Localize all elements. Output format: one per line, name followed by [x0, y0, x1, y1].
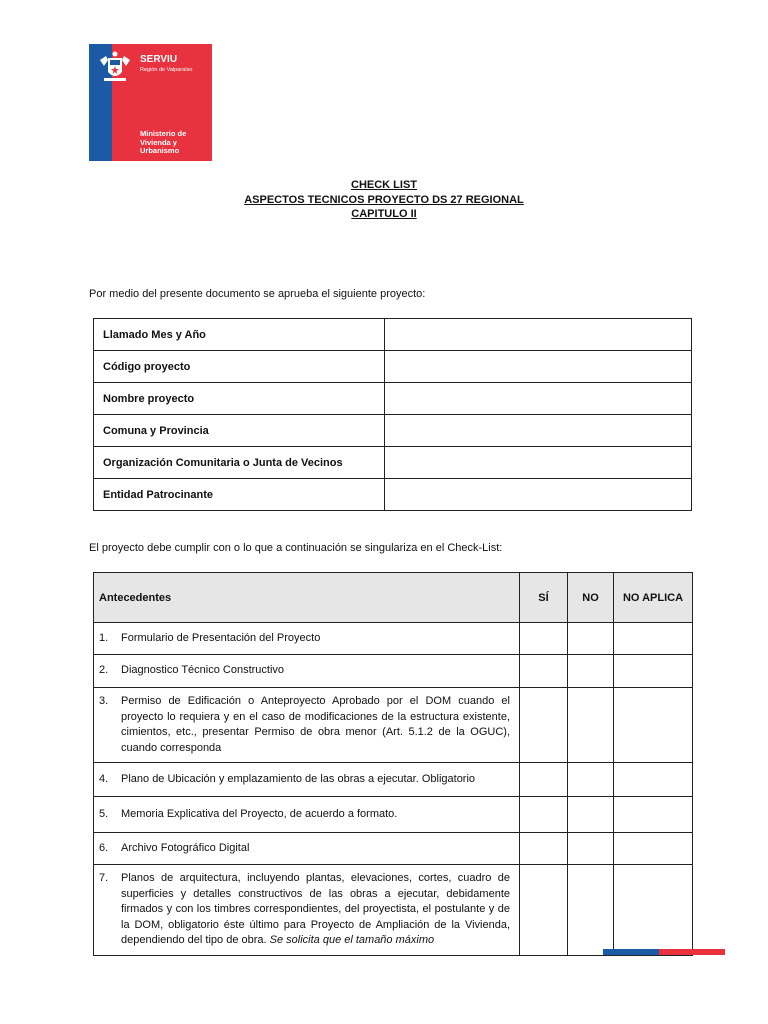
field-label: Organización Comunitaria o Junta de Vecinos [94, 447, 385, 479]
item-text [121, 871, 510, 949]
checklist-header-row [94, 573, 693, 623]
checkbox-no-aplica[interactable] [614, 655, 693, 688]
logo-ministry-line: Ministerio de [140, 129, 187, 138]
field-label: Código proyecto [94, 351, 385, 383]
item-text-regular: Planos de arquitectura, incluyendo plantas, elevaciones, cortes, cuadro de superficies y detalles constructivos de las obras a ejecutar, debidamente firmados y con los timbres correspondientes, del proyectista, el postulante y de la DOM, obligatorio éste último para Proyecto de Ampliación de la Vivienda, dependiendo del tipo de obra. [121, 872, 510, 946]
item-number: 3. [99, 695, 109, 707]
checklist-item [94, 865, 520, 956]
checklist-item [94, 833, 520, 865]
item-number: 4. [99, 772, 109, 785]
item-text: Diagnostico Técnico Constructivo [121, 664, 285, 677]
checkbox-no-aplica[interactable] [614, 623, 693, 655]
item-number: 2. [99, 664, 109, 677]
field-label: Comuna y Provincia [94, 415, 385, 447]
checkbox-no[interactable] [568, 655, 614, 688]
checklist-item [94, 688, 520, 763]
item-text: Memoria Explicativa del Proyecto, de acuerdo a formato. [121, 807, 398, 820]
heading-line-2: ASPECTOS TECNICOS PROYECTO DS 27 REGIONAL [244, 193, 524, 206]
checklist-item [94, 623, 520, 655]
item-text: Archivo Fotográfico Digital [121, 841, 250, 854]
field-value[interactable] [385, 351, 692, 383]
table-row [94, 833, 693, 865]
table-row [94, 623, 693, 655]
footer-bar-red [659, 949, 725, 955]
logo-ministry [140, 130, 186, 156]
checkbox-si[interactable] [520, 763, 568, 797]
table-row [94, 351, 692, 383]
item-number: 7. [99, 872, 109, 884]
field-value[interactable] [385, 447, 692, 479]
footer-bar-blue [603, 949, 659, 955]
logo-red-band [112, 44, 212, 161]
item-text: Plano de Ubicación y emplazamiento de las obras a ejecutar. Obligatorio [121, 772, 476, 785]
item-number: 6. [99, 841, 109, 854]
checkbox-no[interactable] [568, 763, 614, 797]
checkbox-no[interactable] [568, 865, 614, 956]
table-row [94, 797, 693, 833]
checklist-item [94, 797, 520, 833]
checkbox-no-aplica[interactable] [614, 833, 693, 865]
checkbox-si[interactable] [520, 655, 568, 688]
checkbox-no-aplica[interactable] [614, 865, 693, 956]
checkbox-no[interactable] [568, 833, 614, 865]
logo-ministry-line: Urbanismo [140, 146, 180, 155]
field-label: Nombre proyecto [94, 383, 385, 415]
item-text-italic: Se solicita que el tamaño máximo [269, 934, 435, 946]
item-text: Formulario de Presentación del Proyecto [121, 631, 321, 644]
document-heading [0, 178, 768, 222]
logo-ministry-line: Vivienda y [140, 137, 177, 147]
checklist-intro: El proyecto debe cumplir con o lo que a continuación se singulariza en el Check-List: [89, 542, 503, 554]
logo-region: Región de Valparaíso [140, 67, 193, 73]
heading-line-1: CHECK LIST [351, 179, 417, 191]
item-number: 1. [99, 631, 109, 644]
item-number: 5. [99, 807, 109, 820]
field-value[interactable] [385, 319, 692, 351]
checkbox-no-aplica[interactable] [614, 763, 693, 797]
coat-of-arms-icon [94, 50, 136, 86]
table-row [94, 415, 692, 447]
checkbox-si[interactable] [520, 623, 568, 655]
logo-top-text [140, 54, 193, 74]
header-si: SÍ [520, 573, 568, 623]
checkbox-no[interactable] [568, 688, 614, 763]
table-row [94, 865, 693, 956]
intro-text: Por medio del presente documento se aprueba el siguiente proyecto: [89, 288, 426, 300]
table-row [94, 688, 693, 763]
project-info-table [93, 318, 692, 511]
header-antecedentes: Antecedentes [94, 573, 520, 623]
checklist-item [94, 655, 520, 688]
field-value[interactable] [385, 415, 692, 447]
item-text: Permiso de Edificación o Anteproyecto Aprobado por el DOM cuando el proyecto lo requiera y en el caso de modificaciones de la estructura existente, cimientos, etc., presentar Permiso de obra menor (Art. 5.1.2 de la OGUC), cuando corresponda [121, 695, 510, 754]
header-no-aplica: NO APLICA [614, 573, 693, 623]
serviu-logo [89, 44, 212, 161]
checklist-table [93, 572, 693, 956]
header-no: NO [568, 573, 614, 623]
checkbox-si[interactable] [520, 797, 568, 833]
checkbox-si[interactable] [520, 688, 568, 763]
checkbox-si[interactable] [520, 865, 568, 956]
table-row [94, 763, 693, 797]
checkbox-no-aplica[interactable] [614, 797, 693, 833]
table-row [94, 655, 693, 688]
field-value[interactable] [385, 479, 692, 511]
checkbox-si[interactable] [520, 833, 568, 865]
checkbox-no[interactable] [568, 797, 614, 833]
heading-line-3: CAPITULO II [351, 208, 417, 220]
footer-color-bar [603, 949, 725, 955]
field-label: Entidad Patrocinante [94, 479, 385, 511]
logo-org: SERVIU [140, 54, 178, 65]
table-row [94, 319, 692, 351]
field-value[interactable] [385, 383, 692, 415]
table-row [94, 479, 692, 511]
table-row [94, 383, 692, 415]
checklist-item [94, 763, 520, 797]
table-row [94, 447, 692, 479]
checkbox-no[interactable] [568, 623, 614, 655]
field-label: Llamado Mes y Año [94, 319, 385, 351]
checkbox-no-aplica[interactable] [614, 688, 693, 763]
